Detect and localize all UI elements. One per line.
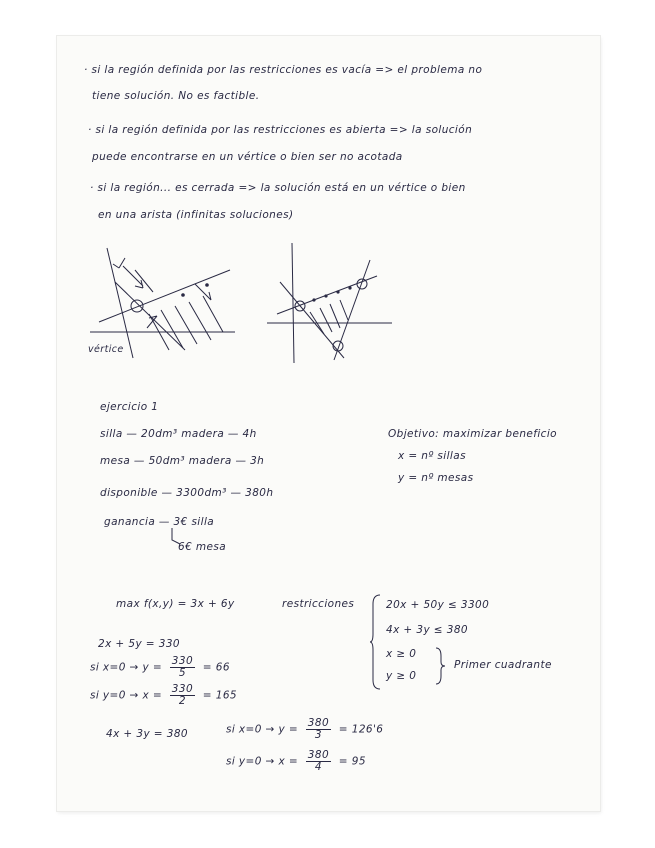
fraction-numerator: 330 [171, 655, 194, 667]
table-requirements: mesa — 50dm³ madera — 3h [100, 455, 265, 467]
note-empty-region-cont: tiene solución. No es factible. [92, 90, 260, 102]
line1-equation: 2x + 5y = 330 [98, 638, 180, 650]
fraction-numerator: 330 [171, 683, 194, 695]
note-open-region: · si la región definida por las restricciones es abierta => la solución [88, 124, 473, 136]
constraint-hours: 4x + 3y ≤ 380 [386, 624, 468, 636]
first-quadrant-note: Primer cuadrante [454, 659, 552, 671]
line1-x-zero-lhs: si x=0 → y = [90, 661, 163, 674]
open-region-sketch [85, 240, 250, 360]
profit-bracket [168, 528, 182, 548]
line1-y-zero-lhs: si y=0 → x = [90, 689, 163, 702]
line2-y-zero-lhs: si y=0 → x = [226, 755, 299, 768]
exercise-title: ejercicio 1 [100, 401, 159, 413]
vertex-label: vértice [88, 344, 124, 355]
objective-function: max f(x,y) = 3x + 6y [116, 598, 235, 610]
chair-requirements: silla — 20dm³ madera — 4h [100, 428, 257, 440]
constraint-x-nonneg: x ≥ 0 [386, 648, 417, 660]
profit-chair: ganancia — 3€ silla [104, 516, 215, 528]
available-resources: disponible — 3300dm³ — 380h [100, 487, 274, 499]
constraint-wood: 20x + 50y ≤ 3300 [386, 599, 490, 611]
note-open-region-cont: puede encontrarse en un vértice o bien ser no acotada [92, 151, 403, 163]
objective-statement: Objetivo: maximizar beneficio [388, 428, 557, 440]
line2-x-zero-result: = 126'6 [338, 723, 384, 736]
note-closed-region: · si la región... es cerrada => la solución está en un vértice o bien [90, 182, 466, 194]
variable-x: x = nº sillas [398, 450, 466, 462]
fraction-denominator: 2 [178, 695, 186, 707]
line2-y-zero-fraction [306, 750, 331, 773]
quadrant-brace [434, 648, 446, 684]
line1-y-zero-fraction [170, 684, 195, 707]
line2-x-zero [226, 718, 383, 741]
note-empty-region: · si la región definida por las restricciones es vacía => el problema no [84, 64, 483, 76]
closed-region-sketch [262, 238, 397, 363]
line1-y-zero [90, 684, 237, 707]
fraction-numerator: 380 [307, 749, 330, 761]
line2-y-zero [226, 750, 366, 773]
line1-y-zero-result: = 165 [202, 689, 237, 702]
fraction-denominator: 4 [314, 761, 322, 773]
constraint-y-nonneg: y ≥ 0 [386, 670, 417, 682]
note-closed-region-cont: en una arista (infinitas soluciones) [98, 209, 294, 221]
line1-x-zero-fraction [170, 656, 195, 679]
profit-table: 6€ mesa [178, 541, 227, 553]
line2-x-zero-lhs: si x=0 → y = [226, 723, 299, 736]
line2-equation: 4x + 3y = 380 [106, 728, 188, 740]
line2-x-zero-fraction [306, 718, 331, 741]
line1-x-zero [90, 656, 230, 679]
fraction-denominator: 5 [178, 667, 186, 679]
fraction-denominator: 3 [314, 729, 322, 741]
fraction-numerator: 380 [307, 717, 330, 729]
line2-y-zero-result: = 95 [338, 755, 366, 768]
variable-y: y = nº mesas [398, 472, 474, 484]
system-brace [370, 594, 382, 690]
restrictions-label: restricciones [282, 598, 355, 610]
line1-x-zero-result: = 66 [202, 661, 230, 674]
